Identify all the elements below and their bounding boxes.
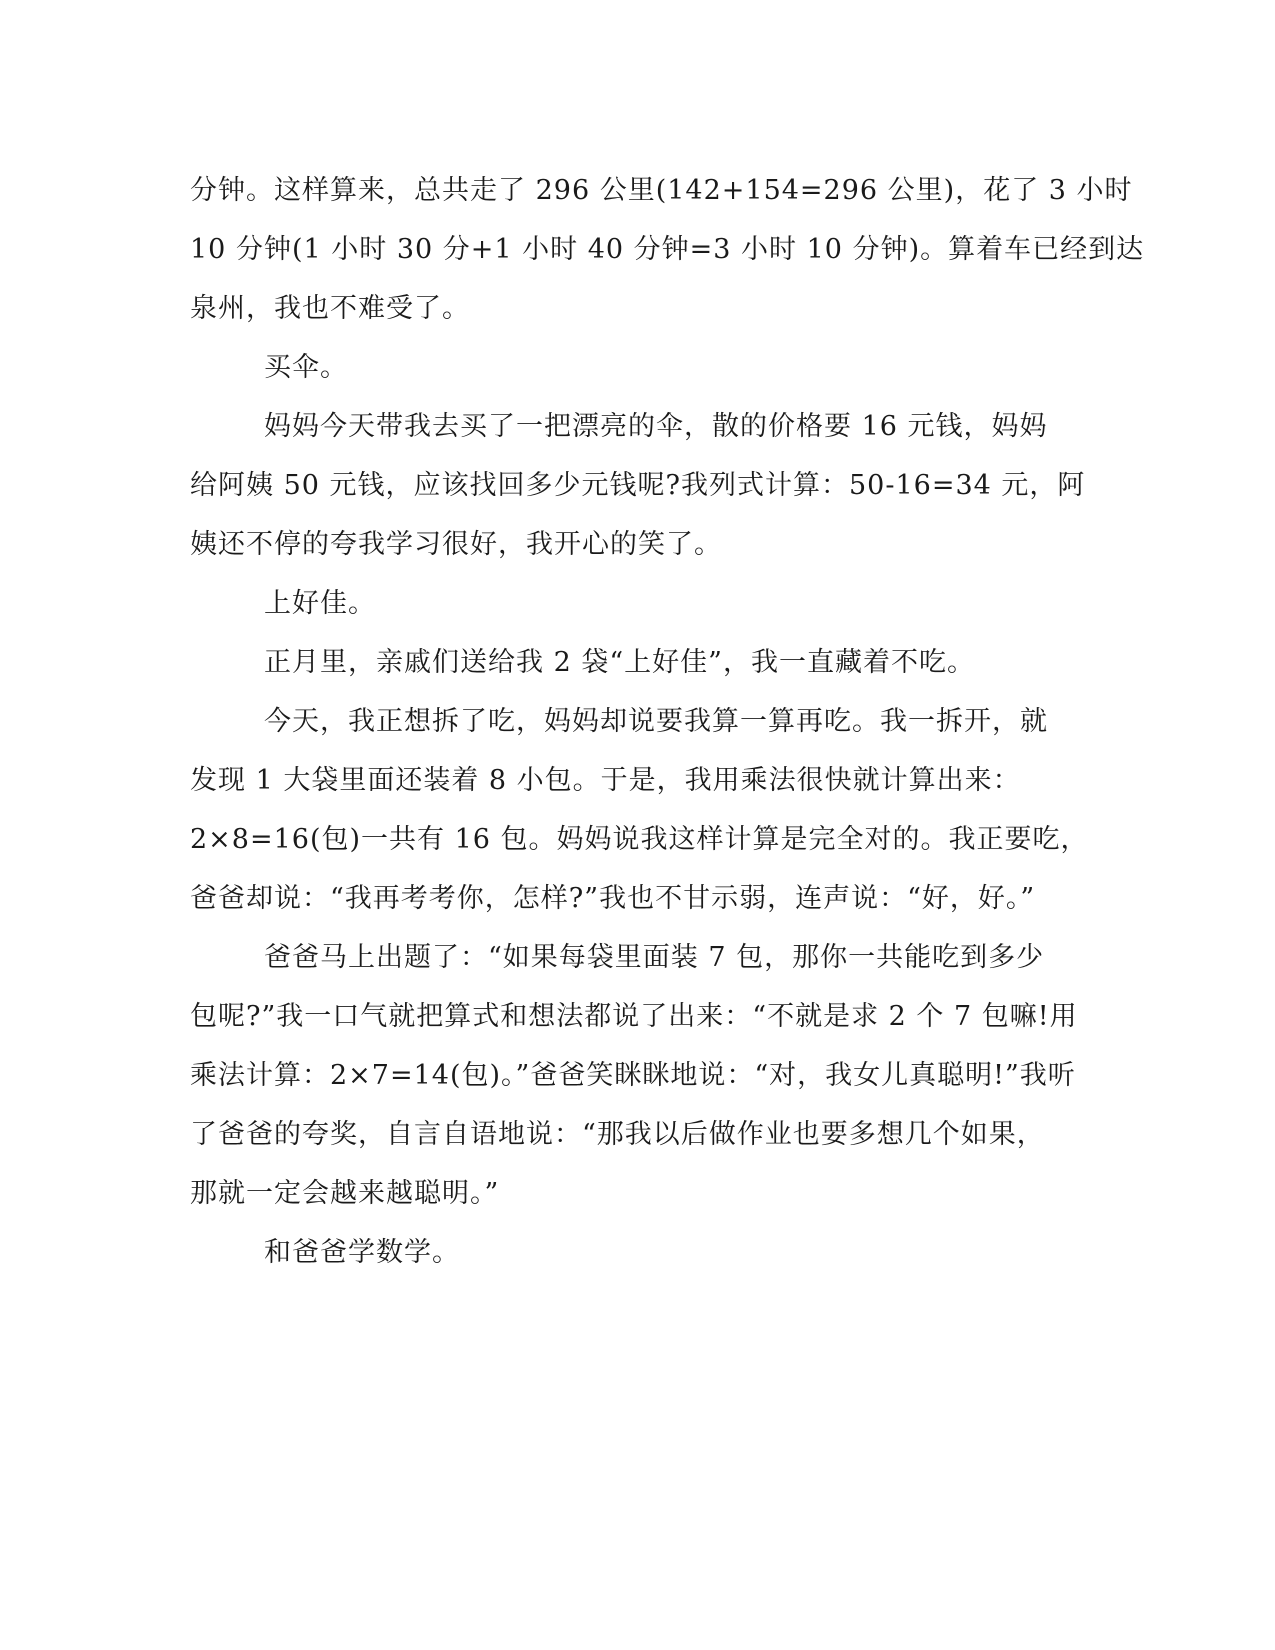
section-heading: 上好佳。	[264, 588, 376, 619]
text-line: 今天，我正想拆了吃，妈妈却说要我算一算再吃。我一拆开，就	[264, 706, 1048, 737]
text-line: 爸爸却说：“我再考考你，怎样?”我也不甘示弱，连声说：“好，好。”	[190, 883, 1036, 914]
text-line: 分钟。这样算来，总共走了 296 公里(142+154=296 公里)，花了 3 小时	[190, 175, 1133, 206]
text-line: 发现 1 大袋里面还装着 8 小包。于是，我用乘法很快就计算出来：	[190, 765, 1021, 796]
text-line: 给阿姨 50 元钱，应该找回多少元钱呢?我列式计算：50-16=34 元，阿	[190, 470, 1086, 501]
text-line: 2×8=16(包)一共有 16 包。妈妈说我这样计算是完全对的。我正要吃，	[190, 824, 1089, 855]
text-line: 姨还不停的夸我学习很好，我开心的笑了。	[190, 529, 722, 560]
text-line: 正月里，亲戚们送给我 2 袋“上好佳”，我一直藏着不吃。	[264, 647, 975, 678]
text-line: 那就一定会越来越聪明。”	[190, 1178, 500, 1209]
text-line: 10 分钟(1 小时 30 分+1 小时 40 分钟=3 小时 10 分钟)。算着车已经到达	[190, 234, 1145, 265]
section-heading: 和爸爸学数学。	[264, 1237, 460, 1268]
text-line: 爸爸马上出题了：“如果每袋里面装 7 包，那你一共能吃到多少	[264, 942, 1045, 973]
section-heading: 买伞。	[264, 352, 348, 383]
text-line: 了爸爸的夸奖，自言自语地说：“那我以后做作业也要多想几个如果，	[190, 1119, 1045, 1150]
text-line: 妈妈今天带我去买了一把漂亮的伞，散的价格要 16 元钱，妈妈	[264, 411, 1048, 442]
text-line: 乘法计算：2×7=14(包)。”爸爸笑眯眯地说：“对，我女儿真聪明!”我听	[190, 1060, 1076, 1091]
text-line: 泉州，我也不难受了。	[190, 293, 470, 324]
text-line: 包呢?”我一口气就把算式和想法都说了出来：“不就是求 2 个 7 包嘛!用	[190, 1001, 1078, 1032]
